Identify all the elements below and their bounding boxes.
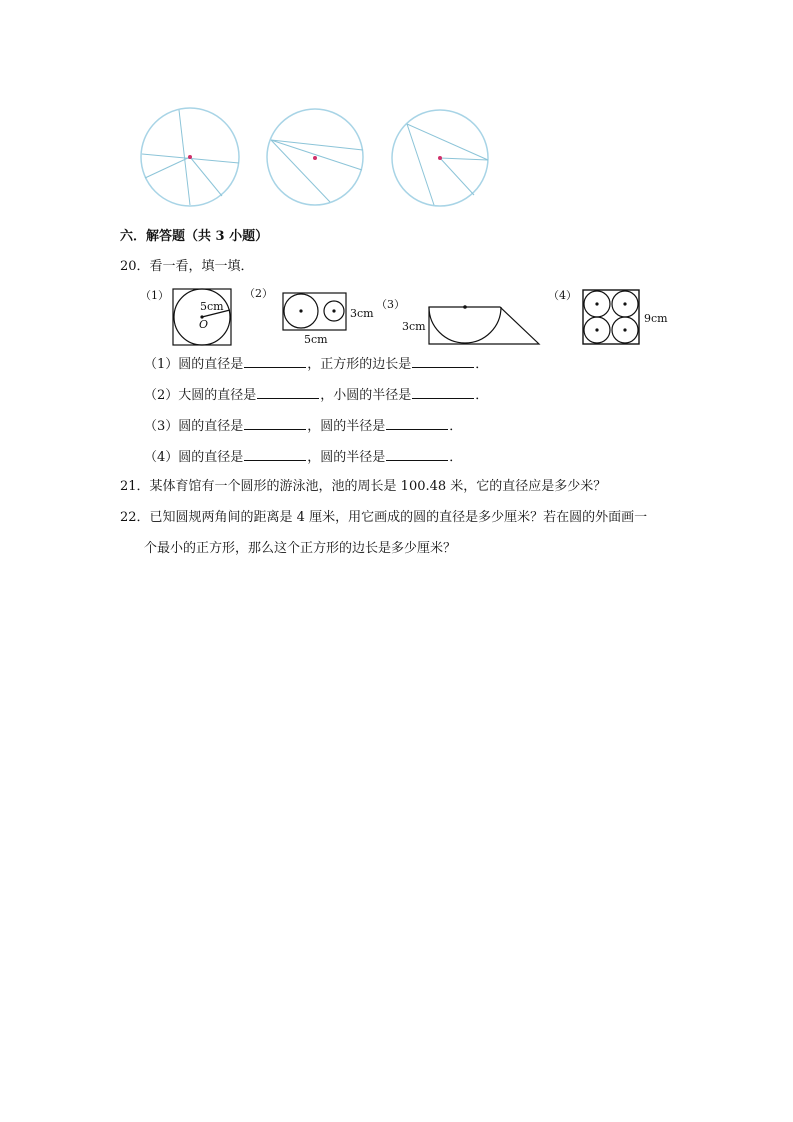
answer-blank[interactable]: [386, 447, 448, 461]
q20-line-4: [144, 447, 462, 467]
fig3-tag: （3）: [376, 298, 405, 311]
q20-line-3: [144, 416, 462, 436]
answer-blank[interactable]: [412, 354, 474, 368]
fig4-dot-bl: [595, 328, 598, 331]
answer-blank[interactable]: [412, 385, 474, 399]
fig1-center-label: O: [199, 318, 209, 331]
answer-blank[interactable]: [257, 385, 319, 399]
fig4-side-label: 9cm: [644, 312, 668, 325]
fig2-height-label: 3cm: [350, 307, 374, 320]
fig1-radius-label: 5cm: [200, 300, 224, 313]
q20-line-1: [144, 354, 488, 374]
fig4-dot-tr: [623, 302, 626, 305]
q20-line-2-end: ．: [475, 388, 489, 403]
q20-line-3-end: ．: [449, 419, 463, 434]
q20-line-2: [144, 385, 488, 405]
fig3-height-label: 3cm: [402, 320, 426, 333]
fig3-trapezoid: [429, 307, 539, 344]
q22-line-2: 个最小的正方形，那么这个正方形的边长是多少厘米？: [144, 541, 457, 556]
fig3-center-dot: [463, 305, 467, 309]
fig1-tag: （1）: [140, 289, 169, 302]
q20-line-1-end: ．: [475, 357, 489, 372]
fig2-rectangle: [283, 293, 346, 330]
figure-1: [173, 289, 231, 345]
q20-line-2-prefix: （2）大圆的直径是: [144, 388, 257, 403]
answer-blank[interactable]: [244, 447, 306, 461]
q20-line-4-end: ．: [449, 450, 463, 465]
q21-text: 21．某体育馆有一个圆形的游泳池，池的周长是 100.48 米，它的直径应是多少米？: [120, 479, 607, 494]
answer-blank[interactable]: [244, 416, 306, 430]
fig4-dot-br: [623, 328, 626, 331]
q20-figures: [0, 0, 793, 360]
fig2-small-center-dot: [332, 309, 335, 312]
q20-line-2-mid: ，小圆的半径是: [320, 388, 412, 403]
q22-line-1: 22．已知圆规两角间的距离是 4 厘米，用它画成的圆的直径是多少厘米？若在圆的外面画一: [120, 510, 648, 525]
q20-line-4-prefix: （4）圆的直径是: [144, 450, 244, 465]
fig4-dot-tl: [595, 302, 598, 305]
q20-line-1-mid: ，正方形的边长是: [307, 357, 412, 372]
fig2-big-center-dot: [299, 309, 302, 312]
fig4-square: [583, 290, 639, 344]
q20-line-4-mid: ，圆的半径是: [307, 450, 386, 465]
fig3-semicircle: [429, 307, 501, 343]
q20-line-3-mid: ，圆的半径是: [307, 419, 386, 434]
q20-intro: 20．看一看，填一填．: [120, 259, 254, 274]
fig2-width-label: 5cm: [304, 333, 328, 346]
answer-blank[interactable]: [244, 354, 306, 368]
figure-2: [283, 293, 346, 330]
q20-line-1-prefix: （1）圆的直径是: [144, 357, 244, 372]
answer-blank[interactable]: [386, 416, 448, 430]
figure-3: [429, 305, 539, 344]
fig2-tag: （2）: [244, 287, 273, 300]
q20-line-3-prefix: （3）圆的直径是: [144, 419, 244, 434]
fig4-tag: （4）: [548, 289, 577, 302]
section-heading: 六．解答题（共 3 小题）: [120, 229, 269, 244]
figure-4: [583, 290, 639, 344]
